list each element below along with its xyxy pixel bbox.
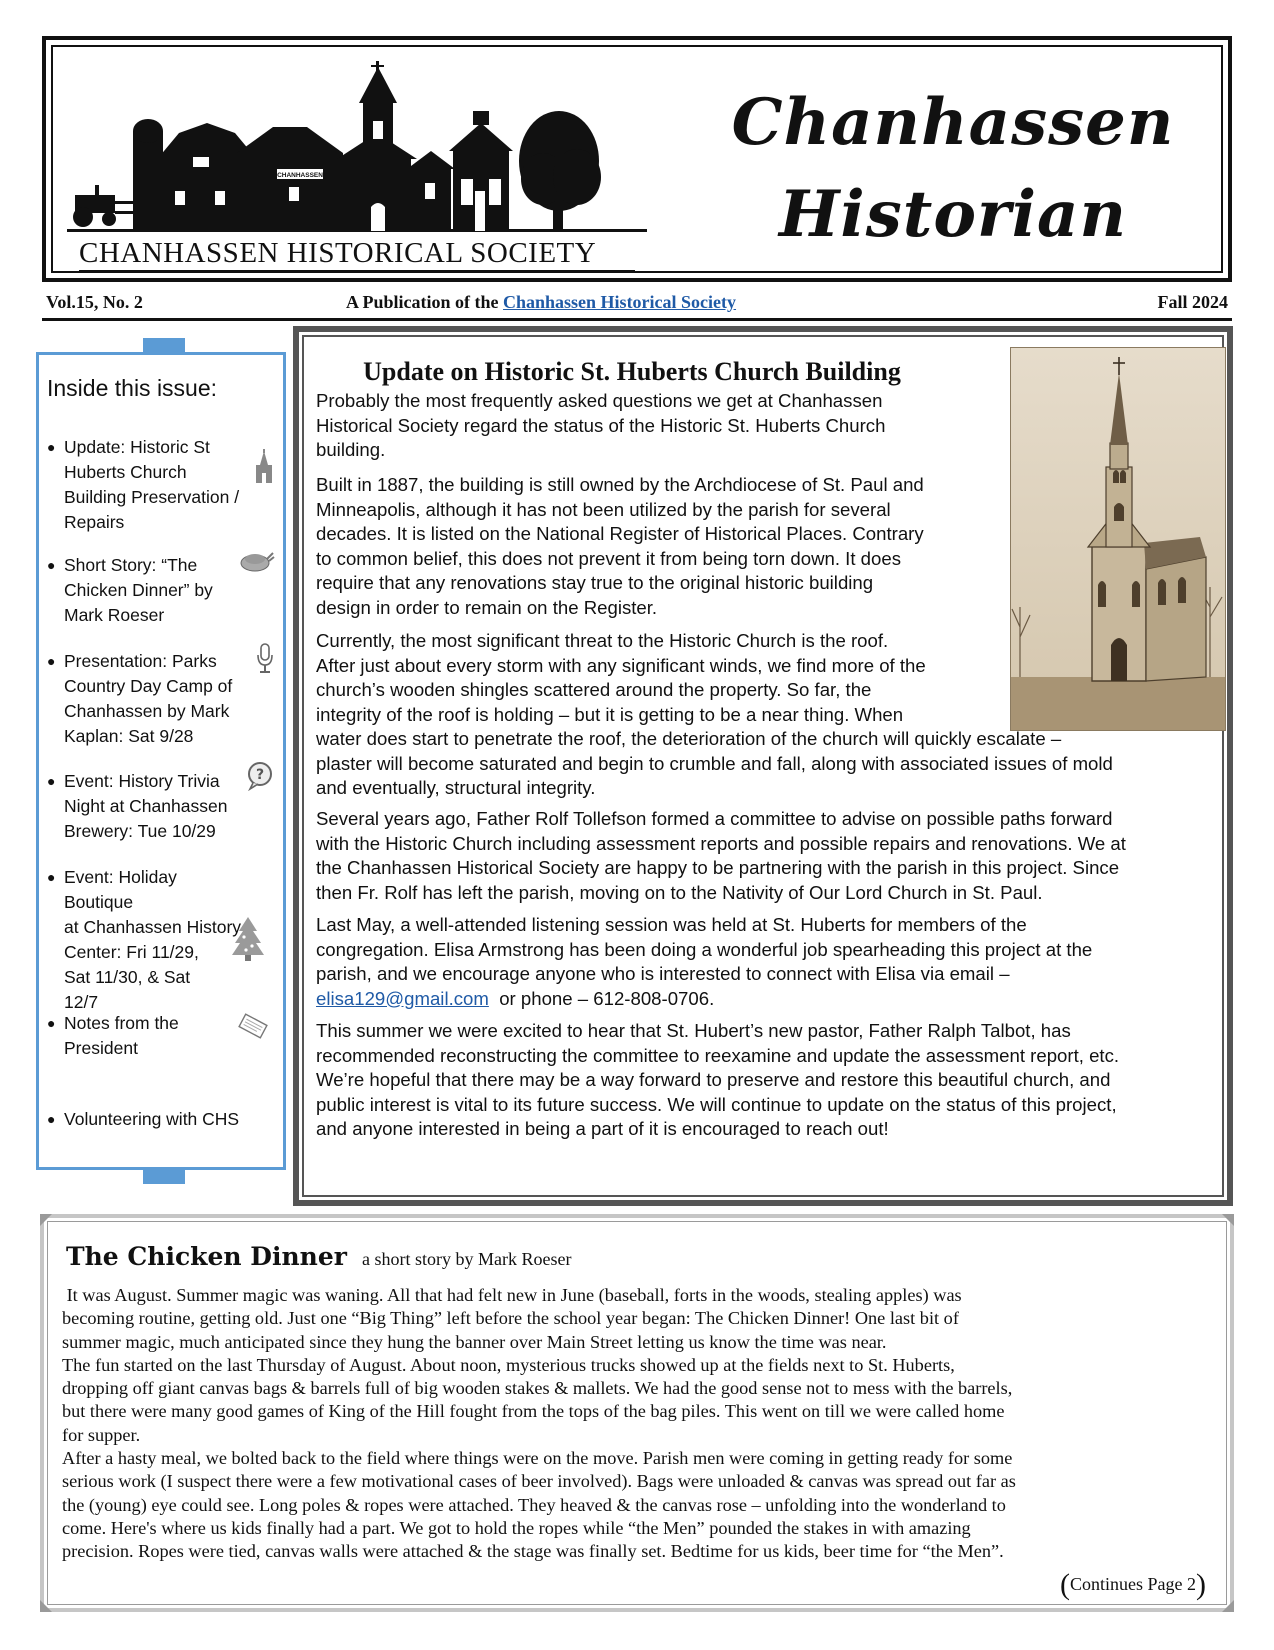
church-paragraph-4 (316, 807, 1126, 905)
toc-line: Presentation: Parks (64, 651, 217, 671)
text-line: This summer we were excited to hear that St. Hubert’s new pastor, Father Ralph Talbot, has (316, 1020, 1071, 1041)
church-paragraph-6 (316, 1019, 1119, 1142)
text-line: public interest is vital to its future success. We will continue to update on the status of this project, (316, 1093, 1117, 1115)
text-line: parish, and we encourage anyone who is interested to connect with Elisa via email – (316, 963, 1010, 984)
society-logo (67, 61, 647, 269)
phone-text: or phone – 612-808-0706. (488, 987, 715, 1009)
logo-underline (79, 270, 635, 272)
toc-line: Volunteering with CHS (64, 1109, 240, 1129)
text-line: Built in 1887, the building is still owned by the Archdiocese of St. Paul and (316, 474, 924, 495)
text-line: with the Historic Church including assessment reports and possible repairs and renovations. We at (316, 832, 1126, 854)
church-paragraph-3 (316, 629, 1113, 801)
svg-text:?: ? (255, 767, 265, 783)
issue-season: Fall 2024 (1157, 292, 1228, 312)
church-article-title: Update on Historic St. Huberts Church Building (363, 357, 901, 386)
church-icon (253, 449, 275, 490)
text-line: come. Here's where us kids finally had a part. We got to hold the ropes while “the Men” pounded the stakes in with amazing (62, 1517, 971, 1538)
bullet: ● (47, 1111, 56, 1127)
contact-line (316, 987, 1092, 1012)
issue-info-bar (42, 288, 1232, 318)
email-link[interactable]: elisa129@gmail.com (316, 987, 489, 1009)
text-line: to common belief, this does not prevent it from being torn down. It does (316, 547, 901, 569)
toc-line: Sat 11/30, & Sat (64, 967, 191, 987)
publication-prefix: A Publication of the (346, 292, 499, 312)
toc-line: Chicken Dinner” by (64, 580, 213, 600)
title-line-1: Chanhassen (731, 85, 1175, 160)
sidebar-heading: Inside this issue: (47, 375, 218, 401)
toc-line: Event: Holiday Boutique (64, 867, 177, 912)
text-line: then Fr. Rolf has left the parish, moving on to the Nativity of Our Lord Church in St. Paul. (316, 881, 1043, 903)
text-line: Last May, a well-attended listening session was held at St. Huberts for members of the (316, 914, 1027, 935)
toc-line: Huberts Church (64, 462, 187, 482)
story-byline: a short story by Mark Roeser (362, 1249, 572, 1269)
notepad-icon (237, 1013, 269, 1046)
bullet: ● (47, 557, 56, 573)
bullet: ● (47, 1015, 56, 1031)
text-line: Currently, the most significant threat to the Historic Church is the roof. (316, 630, 889, 651)
toc-line: Chanhassen by Mark (64, 701, 230, 721)
church-paragraph-5 (316, 913, 1092, 1011)
inside-this-issue-box (36, 352, 286, 1170)
text-line: It was August. Summer magic was waning. All that had felt new in June (baseball, forts in the woods, stealing apples) was (62, 1285, 962, 1305)
text-line: decades. It is listed on the National Register of Historical Places. Contrary (316, 523, 924, 544)
paren-close: ) (1196, 1568, 1206, 1601)
text-line: the (young) eye could see. Long poles & ropes were attached. They heaved & the canvas rose – unfolding into the wonderland to (62, 1494, 1006, 1515)
text-line: require that any renovations stay true to the original historic building (316, 572, 874, 593)
text-line: Probably the most frequently asked questions we get at Chanhassen (316, 390, 883, 411)
volume-number: Vol.15, No. 2 (46, 292, 143, 312)
bullet: ● (47, 773, 56, 789)
toc-line: Night at Chanhassen (64, 796, 228, 816)
title-line-2: Historian (778, 177, 1128, 252)
question-bubble-icon (245, 761, 275, 798)
text-line: and anyone interested in being a part of it is encouraged to reach out! (316, 1118, 889, 1139)
text-line: dropping off giant canvas bags & barrels full of big wooden stakes & mallets. We had the good sense not to mess with the barrels, (62, 1378, 1013, 1399)
corner-ornaments-icon (40, 1214, 1234, 1612)
text-line: precision. Ropes were tied, canvas walls were attached & the stage was finally set. Bedtime for us kids, beer time for “the Men”. (62, 1541, 1004, 1562)
sidebar-tab-top (143, 338, 185, 352)
bullet: ● (47, 439, 56, 455)
masthead (42, 36, 1232, 282)
text-line: and eventually, structural integrity. (316, 777, 596, 798)
toc-line: Building Preservation / (64, 487, 240, 507)
text-line: water does start to penetrate the roof, the deterioration of the church will quickly escalate – (316, 728, 1062, 749)
depot-sign-text: CHANHASSEN (277, 172, 323, 179)
text-line: recommended reconstructing the committee to reexamine and update the assessment report, etc. (316, 1044, 1120, 1066)
chicken-dinner-story (40, 1214, 1234, 1612)
text-line: We’re hopeful that there may be a way forward to preserve and restore this beautiful church, and (316, 1069, 1111, 1090)
logo-society-name: CHANHASSEN HISTORICAL SOCIETY (79, 237, 597, 269)
continues-text: Continues Page 2 (1070, 1574, 1196, 1594)
bullet: ● (47, 653, 56, 669)
text-line: After a hasty meal, we bolted back to the field where things were on the move. Parish men were coming in getting ready for some (62, 1448, 1013, 1469)
story-title: The Chicken Dinner (66, 1242, 347, 1271)
text-line: plaster will become saturated and begin to crumble and fall, along with associated issues of mold (316, 752, 1113, 774)
church-article (293, 326, 1233, 1206)
text-line: becoming routine, getting old. Just one “Big Thing” left before the school year began: The Chicken Dinner! One last bit of (62, 1308, 959, 1329)
town-silhouette-icon (67, 61, 647, 241)
text-line: the Chanhassen Historical Society are happy to be partnering with the parish in this project. Since (316, 857, 1120, 878)
church-paragraph-1 (316, 389, 885, 463)
church-paragraph-2 (316, 473, 924, 620)
toc-line: Mark Roeser (64, 605, 165, 625)
text-line: church’s wooden shingles scattered around the property. So far, the (316, 679, 872, 700)
text-line: The fun started on the last Thursday of August. About noon, mysterious trucks showed up at the fields next to St. Huberts, (62, 1354, 955, 1375)
microphone-icon (255, 643, 275, 682)
church-article-inner (302, 335, 1224, 1197)
toc-line: Notes from the (64, 1013, 179, 1033)
society-link[interactable]: Chanhassen Historical Society (503, 292, 737, 312)
toc-line: 12/7 (64, 992, 99, 1012)
toc-line: Repairs (64, 512, 125, 532)
text-line: Minneapolis, although it has not been utilized by the parish for several (316, 498, 891, 520)
text-line: integrity of the roof is holding – but it is getting to be a near thing. When (316, 703, 904, 725)
text-line: Historical Society regard the status of the Historic St. Huberts Church (316, 414, 886, 436)
publication-line (346, 292, 736, 313)
bullet: ● (47, 869, 56, 885)
text-line: After just about every storm with any significant winds, we find more of the (316, 654, 926, 676)
text-line: design in order to remain on the Register. (316, 596, 658, 618)
text-line: Several years ago, Father Rolf Tollefson formed a committee to advise on possible paths forward (316, 808, 1113, 829)
christmas-tree-icon (231, 915, 265, 968)
text-line: congregation. Elisa Armstrong has been doing a wonderful job spearheading this project at the (316, 938, 1093, 960)
text-line: summer magic, much anticipated since they hung the banner over Main Street letting us know the time was near. (62, 1331, 887, 1352)
text-line: for supper. (62, 1424, 141, 1445)
toc-line: Kaplan: Sat 9/28 (64, 726, 194, 746)
toc-line: President (64, 1038, 138, 1058)
toc-line: Center: Fri 11/29, (64, 942, 199, 962)
masthead-inner-border (51, 45, 1223, 273)
sidebar-tab-bottom (143, 1170, 185, 1184)
toc-line: Update: Historic St (64, 437, 210, 457)
toc-line: Short Story: “The (64, 555, 198, 575)
toc-line: Event: History Trivia (64, 771, 220, 791)
roast-chicken-icon (239, 547, 275, 580)
toc-line: Brewery: Tue 10/29 (64, 821, 216, 841)
toc-line: Country Day Camp of (64, 676, 233, 696)
newsletter-title (693, 77, 1213, 261)
toc-line: at Chanhassen History (64, 917, 242, 937)
text-line: serious work (I suspect there were a few motivational cases of beer involved). Bags were unloaded & canvas was spread out far as (62, 1471, 1016, 1492)
issue-bar-rule (42, 318, 1232, 321)
paren-open: ( (1060, 1568, 1070, 1601)
text-line: building. (316, 439, 386, 460)
text-line: but there were many good games of King of the Hill fought from the tops of the bag piles. This went on till we were called home (62, 1401, 1005, 1422)
